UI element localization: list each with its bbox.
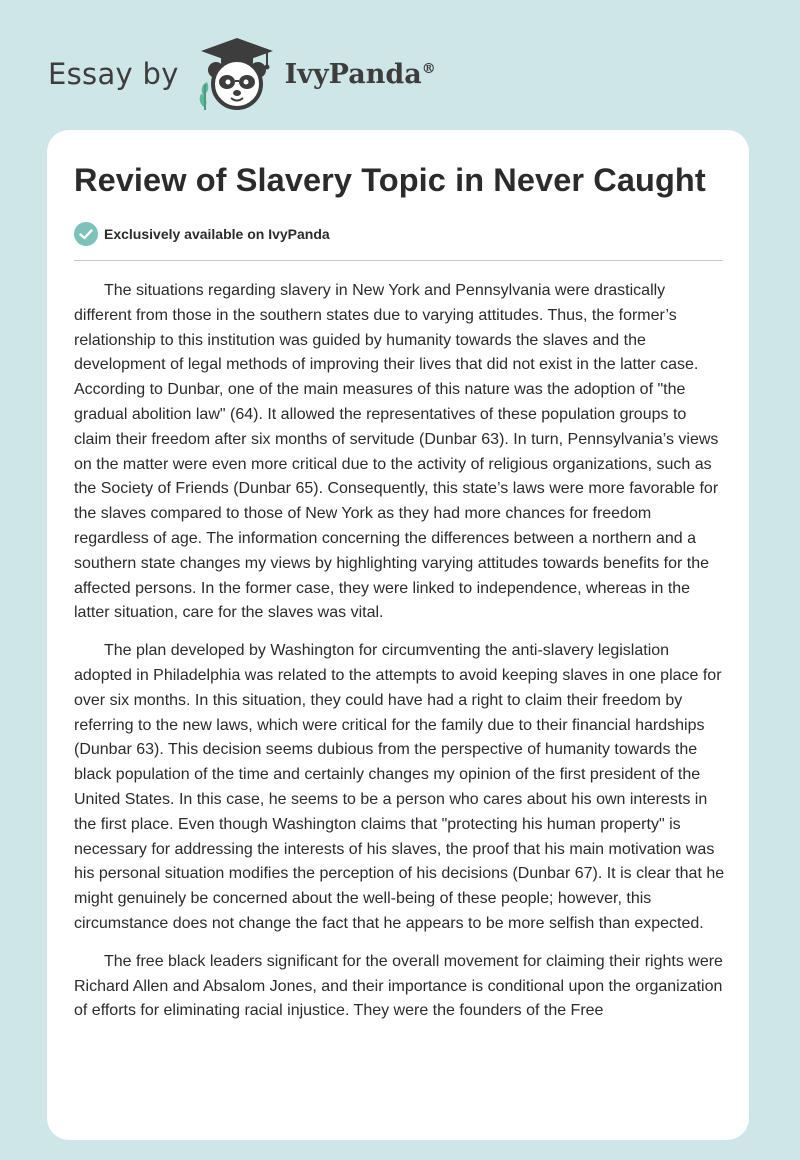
site-header [48, 36, 436, 112]
paragraph: The situations regarding slavery in New York and Pennsylvania were drastically different from those in the southern states due to varying attitudes. Thus, the former’s relationship to this institution was guided by humanity towards the slaves and the development of legal methods of improving their lives that did not exist in the latter case. According to Dunbar, one of the main measures of this nature was the adoption of "the gradual abolition law" (64). It allowed the representatives of these population groups to claim their freedom after six months of servitude (Dunbar 63). In turn, Pennsylvania’s views on the matter were even more critical due to the activity of religious organizations, such as the Society of Friends (Dunbar 65). Consequently, this state’s laws were more favorable for the slaves compared to those of New York as they had more chances for freedom regardless of age. The information concerning the differences between a northern and a southern state changes my views by highlighting varying attitudes towards benefits for the affected persons. In the former case, they were linked to independence, whereas in the latter situation, care for the slaves was vital. [74, 282, 719, 622]
paragraph: The free black leaders significant for the overall movement for claiming their rights were Richard Allen and Absalom Jones, and their importance is conditional upon the organization of efforts for eliminating racial injustice. They were the founders of the Free [74, 952, 723, 1020]
essay-by-label: Essay by [48, 57, 179, 91]
paragraph: The plan developed by Washington for circumventing the anti-slavery legislation adopted in Philadelphia was related to the attempts to avoid keeping slaves in one place for over six months. In this situation, they could have had a right to claim their freedom by referring to the new laws, which were critical for the family due to their financial hardships (Dunbar 63). This decision seems dubious from the perspective of humanity towards the black population of the time and certainly changes my opinion of the first president of the United States. In this case, he seems to be a person who cares about his own interests in the first place. Even though Washington claims that "protecting his human property" is necessary for addressing the interests of his slaves, the proof that his main motivation was his personal situation modifies the perception of his decisions (Dunbar 67). It is clear that he might genuinely be concerned about the well-being of these people; however, this circumstance does not change the fact that he appears to be more selfish than expected. [74, 642, 725, 932]
panda-logo-icon[interactable] [197, 36, 277, 112]
exclusive-badge-label: Exclusively available on IvyPanda [104, 226, 330, 242]
essay-body [74, 279, 726, 1037]
essay-card [47, 130, 749, 1140]
brand-name[interactable]: IvyPanda® [284, 58, 436, 90]
page-title: Review of Slavery Topic in Never Caught [74, 162, 706, 198]
exclusive-badge [74, 222, 330, 246]
divider [74, 260, 723, 261]
check-circle-icon [74, 222, 98, 246]
registered-mark: ® [421, 60, 436, 77]
